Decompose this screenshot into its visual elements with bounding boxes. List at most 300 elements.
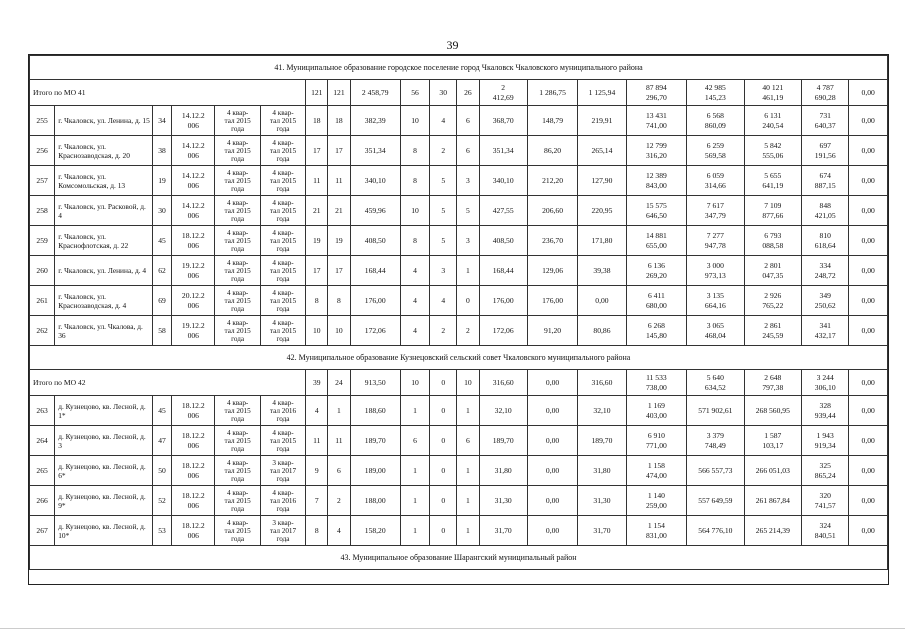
value-cell: 148,79 (527, 106, 577, 136)
total-value-cell: 316,60 (479, 370, 527, 396)
period-end-cell: 4 квар- тал 2015 года (260, 136, 305, 166)
row-number: 266 (30, 486, 55, 516)
value-cell: 7 (306, 486, 328, 516)
value-cell: 340,10 (479, 166, 527, 196)
value-cell: 219,91 (578, 106, 626, 136)
total-value-cell: 121 (306, 80, 328, 106)
section-title: 43. Муниципальное образование Шарангский муниципальный район (30, 546, 888, 570)
value-cell: 8 (400, 166, 429, 196)
total-value-cell: 121 (328, 80, 350, 106)
amount-cell: 0,00 (849, 286, 888, 316)
value-cell: 17 (306, 136, 328, 166)
amount-cell: 7 617 347,79 (687, 196, 744, 226)
section-title: 42. Муниципальное образование Кузнецовский сельский совет Чкаловского муниципального района (30, 346, 888, 370)
value-cell: 0,00 (527, 426, 577, 456)
row-number: 265 (30, 456, 55, 486)
amount-cell: 6 131 240,54 (744, 106, 801, 136)
value-cell: 17 (328, 256, 350, 286)
period-end-cell: 4 квар- тал 2015 года (260, 286, 305, 316)
total-label: Итого по МО 42 (30, 370, 306, 396)
total-value-cell: 56 (400, 80, 429, 106)
amount-cell: 564 776,10 (687, 516, 744, 546)
value-cell: 1 (400, 486, 429, 516)
year-cell: 45 (152, 226, 171, 256)
amount-cell: 12 799 316,20 (626, 136, 686, 166)
year-cell: 53 (152, 516, 171, 546)
total-value-cell: 0 (430, 370, 457, 396)
address-cell: г. Чкаловск, ул. Комсомольская, д. 13 (55, 166, 153, 196)
value-cell: 6 (328, 456, 350, 486)
value-cell: 9 (306, 456, 328, 486)
value-cell: 10 (306, 316, 328, 346)
period-start-cell: 4 квар- тал 2015 года (215, 196, 260, 226)
address-cell: д. Кузнецово, кв. Лесной, д. 6* (55, 456, 153, 486)
section-title-row (30, 56, 888, 80)
value-cell: 19 (328, 226, 350, 256)
value-cell: 427,55 (479, 196, 527, 226)
row-number: 256 (30, 136, 55, 166)
period-end-cell: 4 квар- тал 2015 года (260, 106, 305, 136)
value-cell: 8 (400, 136, 429, 166)
amount-cell: 3 065 468,04 (687, 316, 744, 346)
year-cell: 62 (152, 256, 171, 286)
value-cell: 8 (328, 286, 350, 316)
total-value-cell: 24 (328, 370, 350, 396)
year-cell: 58 (152, 316, 171, 346)
value-cell: 10 (400, 106, 429, 136)
address-cell: г. Чкаловск, ул. Расковой, д. 4 (55, 196, 153, 226)
amount-cell: 266 051,03 (744, 456, 801, 486)
value-cell: 10 (328, 316, 350, 346)
amount-cell: 6 268 145,80 (626, 316, 686, 346)
table-row (30, 256, 888, 286)
table-row (30, 136, 888, 166)
address-cell: г. Чкаловск, ул. Краснофлотская, д. 22 (55, 226, 153, 256)
value-cell: 189,70 (479, 426, 527, 456)
amount-cell: 2 801 047,35 (744, 256, 801, 286)
value-cell: 129,06 (527, 256, 577, 286)
amount-cell: 13 431 741,00 (626, 106, 686, 136)
total-value-cell: 1 125,94 (578, 80, 626, 106)
total-value-cell: 2 458,79 (350, 80, 400, 106)
amount-cell: 0,00 (849, 516, 888, 546)
row-number: 264 (30, 426, 55, 456)
value-cell: 5 (430, 196, 457, 226)
value-cell: 189,70 (578, 426, 626, 456)
value-cell: 351,34 (350, 136, 400, 166)
value-cell: 4 (306, 396, 328, 426)
date-cell: 18.12.2 006 (172, 426, 215, 456)
value-cell: 189,00 (350, 456, 400, 486)
amount-cell: 0,00 (849, 166, 888, 196)
total-value-cell: 0,00 (849, 80, 888, 106)
date-cell: 18.12.2 006 (172, 456, 215, 486)
year-cell: 45 (152, 396, 171, 426)
amount-cell: 571 902,61 (687, 396, 744, 426)
value-cell: 39,38 (578, 256, 626, 286)
value-cell: 31,70 (578, 516, 626, 546)
value-cell: 1 (400, 396, 429, 426)
amount-cell: 557 649,59 (687, 486, 744, 516)
total-value-cell: 30 (430, 80, 457, 106)
amount-cell: 0,00 (849, 226, 888, 256)
value-cell: 17 (306, 256, 328, 286)
section-title-row (30, 546, 888, 570)
value-cell: 0,00 (527, 516, 577, 546)
total-value-cell: 1 286,75 (527, 80, 577, 106)
total-value-cell: 2 412,69 (479, 80, 527, 106)
period-start-cell: 4 квар- тал 2015 года (215, 166, 260, 196)
amount-cell: 5 842 555,06 (744, 136, 801, 166)
amount-cell: 324 840,51 (802, 516, 849, 546)
date-cell: 14.12.2 006 (172, 196, 215, 226)
value-cell: 459,96 (350, 196, 400, 226)
value-cell: 351,34 (479, 136, 527, 166)
value-cell: 86,20 (527, 136, 577, 166)
row-number: 259 (30, 226, 55, 256)
amount-cell: 14 881 655,00 (626, 226, 686, 256)
amount-cell: 6 059 314,66 (687, 166, 744, 196)
row-number: 257 (30, 166, 55, 196)
value-cell: 236,70 (527, 226, 577, 256)
total-value-cell: 11 533 738,00 (626, 370, 686, 396)
amount-cell: 0,00 (849, 426, 888, 456)
value-cell: 0 (430, 426, 457, 456)
value-cell: 31,70 (479, 516, 527, 546)
period-end-cell: 4 квар- тал 2015 года (260, 226, 305, 256)
amount-cell: 1 158 474,00 (626, 456, 686, 486)
address-cell: г. Чкаловск, ул. Краснозаводская, д. 4 (55, 286, 153, 316)
value-cell: 5 (430, 166, 457, 196)
amount-cell: 6 411 680,00 (626, 286, 686, 316)
amount-cell: 325 865,24 (802, 456, 849, 486)
total-value-cell: 87 894 296,70 (626, 80, 686, 106)
period-end-cell: 4 квар- тал 2016 года (260, 396, 305, 426)
period-end-cell: 3 квар- тал 2017 года (260, 516, 305, 546)
amount-cell: 5 655 641,19 (744, 166, 801, 196)
value-cell: 4 (400, 286, 429, 316)
row-number: 267 (30, 516, 55, 546)
table-row (30, 516, 888, 546)
value-cell: 3 (457, 166, 479, 196)
period-end-cell: 3 квар- тал 2017 года (260, 456, 305, 486)
total-value-cell: 42 985 145,23 (687, 80, 744, 106)
address-cell: д. Кузнецово, кв. Лесной, д. 10* (55, 516, 153, 546)
amount-cell: 3 000 973,13 (687, 256, 744, 286)
section-total-row (30, 370, 888, 396)
value-cell: 6 (457, 426, 479, 456)
value-cell: 6 (457, 136, 479, 166)
amount-cell: 6 568 860,09 (687, 106, 744, 136)
value-cell: 31,30 (578, 486, 626, 516)
period-end-cell: 4 квар- тал 2015 года (260, 426, 305, 456)
value-cell: 220,95 (578, 196, 626, 226)
date-cell: 18.12.2 006 (172, 516, 215, 546)
year-cell: 38 (152, 136, 171, 166)
value-cell: 3 (457, 226, 479, 256)
total-label: Итого по МО 41 (30, 80, 306, 106)
value-cell: 1 (457, 486, 479, 516)
value-cell: 3 (430, 256, 457, 286)
section-total-row (30, 80, 888, 106)
amount-cell: 7 277 947,78 (687, 226, 744, 256)
value-cell: 1 (328, 396, 350, 426)
value-cell: 189,70 (350, 426, 400, 456)
total-value-cell: 39 (306, 370, 328, 396)
amount-cell: 341 432,17 (802, 316, 849, 346)
value-cell: 31,80 (479, 456, 527, 486)
total-value-cell: 10 (457, 370, 479, 396)
value-cell: 19 (306, 226, 328, 256)
year-cell: 52 (152, 486, 171, 516)
value-cell: 0 (430, 456, 457, 486)
value-cell: 408,50 (350, 226, 400, 256)
period-start-cell: 4 квар- тал 2015 года (215, 486, 260, 516)
period-start-cell: 4 квар- тал 2015 года (215, 226, 260, 256)
amount-cell: 6 910 771,00 (626, 426, 686, 456)
total-value-cell: 40 121 461,19 (744, 80, 801, 106)
value-cell: 91,20 (527, 316, 577, 346)
value-cell: 11 (328, 426, 350, 456)
total-value-cell: 4 787 690,28 (802, 80, 849, 106)
scan-edge-line (0, 628, 905, 629)
section-title: 41. Муниципальное образование городское поселение город Чкаловск Чкаловского муниципального района (30, 56, 888, 80)
value-cell: 31,80 (578, 456, 626, 486)
amount-cell: 261 867,84 (744, 486, 801, 516)
amount-cell: 0,00 (849, 256, 888, 286)
amount-cell: 6 793 088,58 (744, 226, 801, 256)
amount-cell: 6 259 569,58 (687, 136, 744, 166)
value-cell: 188,60 (350, 396, 400, 426)
value-cell: 31,30 (479, 486, 527, 516)
value-cell: 265,14 (578, 136, 626, 166)
value-cell: 17 (328, 136, 350, 166)
amount-cell: 2 861 245,59 (744, 316, 801, 346)
address-cell: д. Кузнецово, кв. Лесной, д. 1* (55, 396, 153, 426)
period-end-cell: 4 квар- тал 2015 года (260, 196, 305, 226)
period-start-cell: 4 квар- тал 2015 года (215, 136, 260, 166)
value-cell: 171,80 (578, 226, 626, 256)
value-cell: 172,06 (479, 316, 527, 346)
amount-cell: 566 557,73 (687, 456, 744, 486)
table-row (30, 456, 888, 486)
value-cell: 368,70 (479, 106, 527, 136)
value-cell: 0 (430, 486, 457, 516)
table-row (30, 196, 888, 226)
amount-cell: 15 575 646,50 (626, 196, 686, 226)
date-cell: 20.12.2 006 (172, 286, 215, 316)
amount-cell: 334 248,72 (802, 256, 849, 286)
amount-cell: 6 136 269,20 (626, 256, 686, 286)
total-value-cell: 316,60 (578, 370, 626, 396)
total-value-cell: 0,00 (527, 370, 577, 396)
value-cell: 212,20 (527, 166, 577, 196)
date-cell: 18.12.2 006 (172, 396, 215, 426)
value-cell: 168,44 (350, 256, 400, 286)
page-number: 39 (446, 38, 459, 52)
value-cell: 8 (306, 516, 328, 546)
value-cell: 4 (400, 316, 429, 346)
value-cell: 1 (400, 456, 429, 486)
value-cell: 11 (306, 166, 328, 196)
address-cell: г. Чкаловск, ул. Чкалова, д. 36 (55, 316, 153, 346)
value-cell: 4 (430, 286, 457, 316)
amount-cell: 2 926 765,22 (744, 286, 801, 316)
amount-cell: 848 421,05 (802, 196, 849, 226)
period-start-cell: 4 квар- тал 2015 года (215, 456, 260, 486)
period-end-cell: 4 квар- тал 2015 года (260, 166, 305, 196)
amount-cell: 674 887,15 (802, 166, 849, 196)
period-start-cell: 4 квар- тал 2015 года (215, 106, 260, 136)
register-table-sheet (28, 54, 889, 585)
value-cell: 4 (430, 106, 457, 136)
address-cell: г. Чкаловск, ул. Ленина, д. 15 (55, 106, 153, 136)
total-value-cell: 2 648 797,38 (744, 370, 801, 396)
period-end-cell: 4 квар- тал 2015 года (260, 316, 305, 346)
year-cell: 34 (152, 106, 171, 136)
value-cell: 408,50 (479, 226, 527, 256)
table-row (30, 286, 888, 316)
amount-cell: 349 250,62 (802, 286, 849, 316)
table-row (30, 166, 888, 196)
total-value-cell: 913,50 (350, 370, 400, 396)
value-cell: 1 (457, 396, 479, 426)
amount-cell: 0,00 (849, 106, 888, 136)
amount-cell: 265 214,39 (744, 516, 801, 546)
period-end-cell: 4 квар- тал 2015 года (260, 256, 305, 286)
amount-cell: 0,00 (849, 396, 888, 426)
amount-cell: 0,00 (849, 456, 888, 486)
value-cell: 32,10 (479, 396, 527, 426)
date-cell: 14.12.2 006 (172, 136, 215, 166)
value-cell: 172,06 (350, 316, 400, 346)
table-row (30, 426, 888, 456)
value-cell: 4 (400, 256, 429, 286)
value-cell: 0 (430, 396, 457, 426)
value-cell: 0 (457, 286, 479, 316)
amount-cell: 0,00 (849, 196, 888, 226)
year-cell: 30 (152, 196, 171, 226)
amount-cell: 268 560,95 (744, 396, 801, 426)
period-start-cell: 4 квар- тал 2015 года (215, 256, 260, 286)
value-cell: 206,60 (527, 196, 577, 226)
value-cell: 80,86 (578, 316, 626, 346)
amount-cell: 7 109 877,66 (744, 196, 801, 226)
total-value-cell: 10 (400, 370, 429, 396)
amount-cell: 0,00 (849, 316, 888, 346)
row-number: 261 (30, 286, 55, 316)
year-cell: 50 (152, 456, 171, 486)
value-cell: 18 (306, 106, 328, 136)
value-cell: 188,00 (350, 486, 400, 516)
table-row (30, 226, 888, 256)
value-cell: 21 (328, 196, 350, 226)
amount-cell: 731 640,37 (802, 106, 849, 136)
row-number: 260 (30, 256, 55, 286)
amount-cell: 810 618,64 (802, 226, 849, 256)
address-cell: д. Кузнецово, кв. Лесной, д. 9* (55, 486, 153, 516)
address-cell: г. Чкаловск, ул. Краснозаводская, д. 20 (55, 136, 153, 166)
value-cell: 6 (400, 426, 429, 456)
amount-cell: 3 379 748,49 (687, 426, 744, 456)
value-cell: 0,00 (578, 286, 626, 316)
value-cell: 11 (306, 426, 328, 456)
amount-cell: 1 943 919,34 (802, 426, 849, 456)
address-cell: г. Чкаловск, ул. Ленина, д. 4 (55, 256, 153, 286)
value-cell: 176,00 (479, 286, 527, 316)
total-value-cell: 5 640 634,52 (687, 370, 744, 396)
year-cell: 69 (152, 286, 171, 316)
value-cell: 382,39 (350, 106, 400, 136)
address-cell: д. Кузнецово, кв. Лесной, д. 3 (55, 426, 153, 456)
period-start-cell: 4 квар- тал 2015 года (215, 516, 260, 546)
value-cell: 6 (457, 106, 479, 136)
total-value-cell: 3 244 306,10 (802, 370, 849, 396)
section-title-row (30, 346, 888, 370)
date-cell: 19.12.2 006 (172, 316, 215, 346)
value-cell: 1 (400, 516, 429, 546)
period-start-cell: 4 квар- тал 2015 года (215, 426, 260, 456)
value-cell: 2 (328, 486, 350, 516)
amount-cell: 0,00 (849, 136, 888, 166)
year-cell: 19 (152, 166, 171, 196)
value-cell: 10 (400, 196, 429, 226)
value-cell: 32,10 (578, 396, 626, 426)
table-row (30, 486, 888, 516)
value-cell: 0,00 (527, 486, 577, 516)
date-cell: 14.12.2 006 (172, 166, 215, 196)
row-number: 263 (30, 396, 55, 426)
date-cell: 14.12.2 006 (172, 106, 215, 136)
value-cell: 176,00 (527, 286, 577, 316)
value-cell: 4 (328, 516, 350, 546)
date-cell: 18.12.2 006 (172, 226, 215, 256)
value-cell: 0,00 (527, 396, 577, 426)
value-cell: 21 (306, 196, 328, 226)
value-cell: 8 (400, 226, 429, 256)
value-cell: 18 (328, 106, 350, 136)
amount-cell: 1 140 259,00 (626, 486, 686, 516)
total-value-cell: 26 (457, 80, 479, 106)
value-cell: 11 (328, 166, 350, 196)
value-cell: 127,90 (578, 166, 626, 196)
amount-cell: 320 741,57 (802, 486, 849, 516)
table-row (30, 316, 888, 346)
housing-register-table (29, 55, 888, 570)
amount-cell: 0,00 (849, 486, 888, 516)
period-end-cell: 4 квар- тал 2016 года (260, 486, 305, 516)
period-start-cell: 4 квар- тал 2015 года (215, 396, 260, 426)
table-row (30, 106, 888, 136)
value-cell: 158,20 (350, 516, 400, 546)
date-cell: 18.12.2 006 (172, 486, 215, 516)
value-cell: 176,00 (350, 286, 400, 316)
table-row (30, 396, 888, 426)
amount-cell: 3 135 664,16 (687, 286, 744, 316)
value-cell: 168,44 (479, 256, 527, 286)
amount-cell: 12 389 843,00 (626, 166, 686, 196)
amount-cell: 1 154 831,00 (626, 516, 686, 546)
value-cell: 5 (430, 226, 457, 256)
total-value-cell: 0,00 (849, 370, 888, 396)
value-cell: 1 (457, 516, 479, 546)
value-cell: 340,10 (350, 166, 400, 196)
value-cell: 2 (430, 136, 457, 166)
year-cell: 47 (152, 426, 171, 456)
value-cell: 0,00 (527, 456, 577, 486)
amount-cell: 1 169 403,00 (626, 396, 686, 426)
period-start-cell: 4 квар- тал 2015 года (215, 286, 260, 316)
